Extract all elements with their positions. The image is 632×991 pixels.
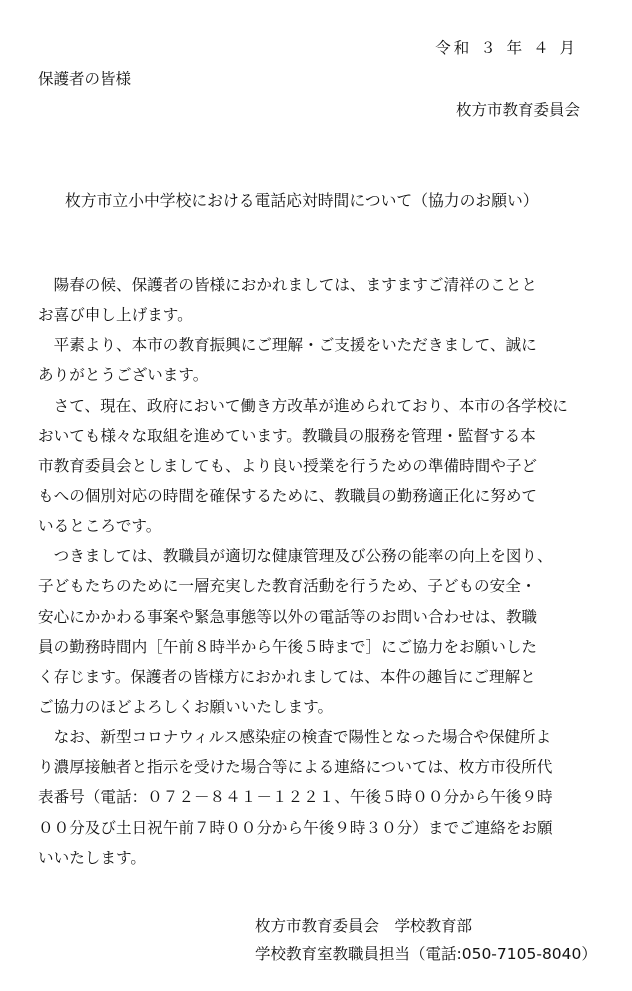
contact-department: 枚方市教育委員会 学校教育部: [255, 917, 473, 935]
document-title: 枚方市立小中学校における電話応対時間について（協力のお願い）: [65, 191, 539, 210]
body-line: ありがとうございます。: [38, 366, 209, 385]
body-line: ００分及び土日祝午前７時００分から午後９時３０分）までご連絡をお願: [38, 818, 553, 837]
body-line: いるところです。: [38, 517, 162, 536]
body-line: 表番号（電話：０７２－８４１－１２２１、午後５時００分から午後９時: [38, 788, 553, 807]
body-line: さて、現在、政府において働き方改革が進められており、本市の各学校に: [38, 396, 568, 415]
body-line: お喜び申し上げます。: [38, 306, 193, 325]
body-line: もへの個別対応の時間を確保するために、教職員の勤務適正化に努めて: [38, 486, 538, 505]
date-line: 令和 ３ 年 ４ 月: [435, 39, 578, 57]
body-line: 員の勤務時間内［午前８時半から午後５時まで］にご協力をお願いした: [38, 637, 538, 656]
body-line: なお、新型コロナウィルス感染症の検査で陽性となった場合や保健所よ: [38, 728, 552, 747]
body-line: 安心にかかわる事案や緊急事態等以外の電話等のお問い合わせは、教職: [38, 607, 538, 626]
body-line: 市教育委員会としましても、より良い授業を行うための準備時間や子ど: [38, 456, 538, 475]
body-line: ご協力のほどよろしくお願いいたします。: [38, 697, 334, 716]
body-line: いいたします。: [38, 848, 146, 867]
contact-office: 学校教育室教職員担当（電話:050-7105-8040）: [255, 945, 597, 963]
body-line: おいても様々な取組を進めています。教職員の服務を管理・監督する本: [38, 426, 536, 445]
recipient-line: 保護者の皆様: [38, 70, 132, 88]
body-line: つきましては、教職員が適切な健康管理及び公務の能率の向上を図り、: [38, 547, 553, 566]
body-line: り濃厚接触者と指示を受けた場合等による連絡については、枚方市役所代: [38, 758, 553, 777]
issuer-line: 枚方市教育委員会: [455, 101, 580, 119]
body-line: 子どもたちのために一層充実した教育活動を行うため、子どもの安全・: [38, 577, 537, 596]
letter-body: [38, 270, 598, 873]
body-line: 陽春の候、保護者の皆様におかれましては、ますますご清祥のことと: [38, 276, 538, 294]
body-line: 平素より、本市の教育振興にご理解・ご支援をいただきまして、誠に: [38, 336, 537, 355]
body-line: く存じます。保護者の皆様方におかれましては、本件の趣旨にご理解と: [38, 667, 536, 686]
